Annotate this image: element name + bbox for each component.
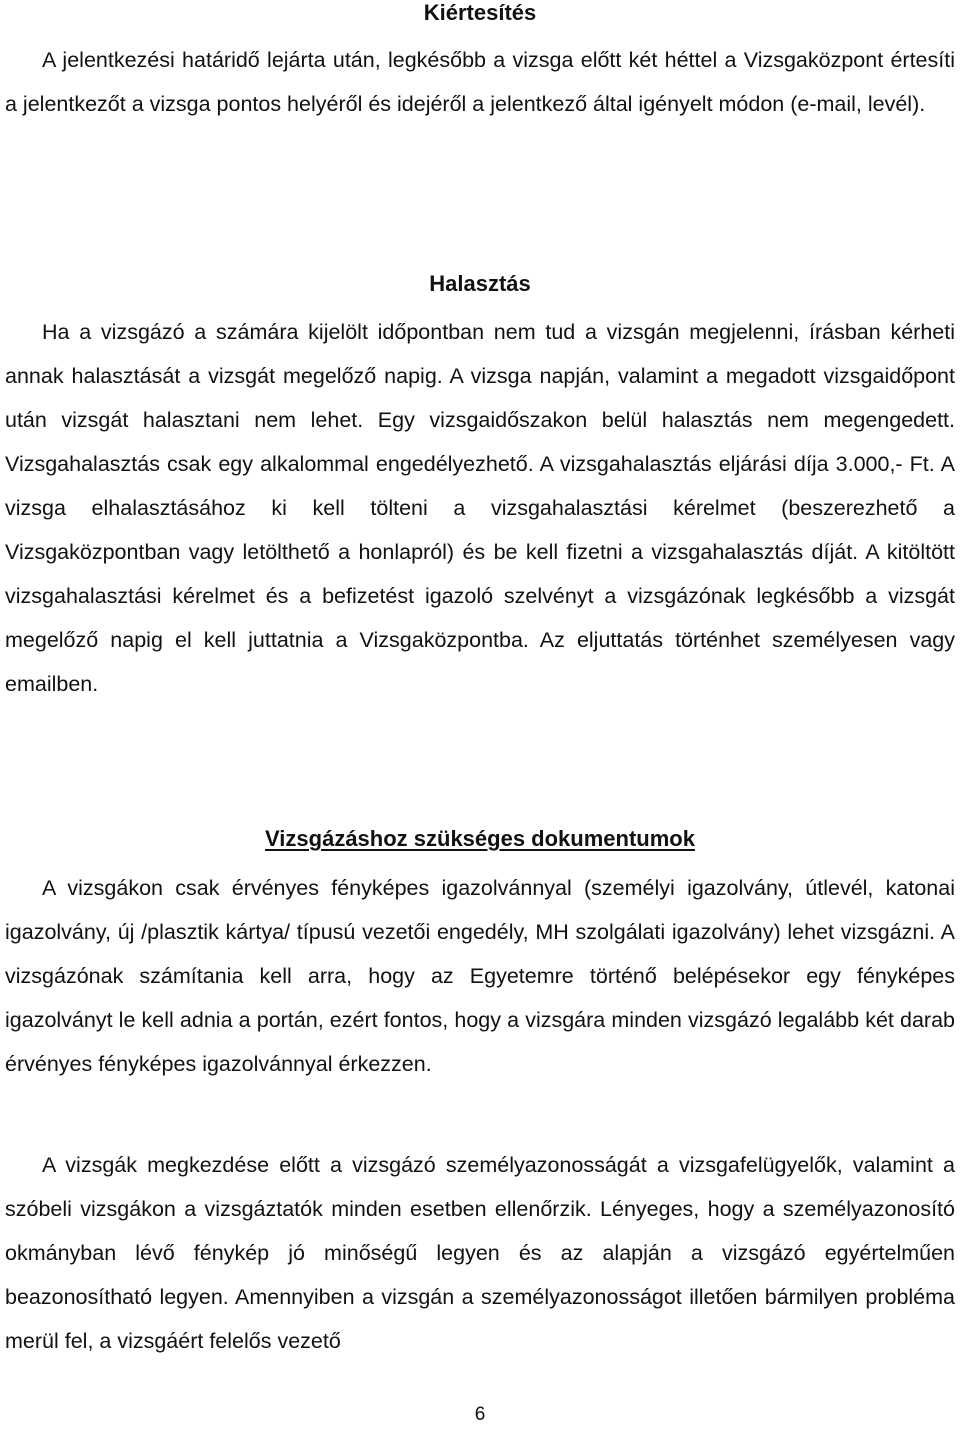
paragraph-dokumentumok-1: A vizsgákon csak érvényes fényképes igazolvánnyal (személyi igazolvány, útlevél, katonai igazolvány, új /plasztik kártya/ típusú vezetői engedély, MH szolgálati igazolvány) lehet vizsgázni. A vizsgázónak számítania kell arra, hogy az Egyetemre történő belépésekor egy fényképes igazolványt le kell adnia a portán, ezért fontos, hogy a vizsgára minden vizsgázó legalább két darab érvényes fényképes igazolvánnyal érkezzen. [5,876,955,1076]
section-title-halasztas: Halasztás [429,271,531,296]
section-title-dokumentumok-text: Vizsgázáshoz szükséges dokumentumok [265,826,695,851]
page-number: 6 [474,1404,486,1425]
paragraph-kiertesites: A jelentkezési határidő lejárta után, legkésőbb a vizsga előtt két héttel a Vizsgaközpont értesíti a jelentkezőt a vizsga pontos helyéről és idejéről a jelentkező által igényelt módon (e-mail, levél). [5,48,955,116]
section-title-kiertesites: Kiértesítés [423,0,537,25]
section-title-dokumentumok [0,826,960,852]
paragraph-halasztas: Ha a vizsgázó a számára kijelölt időpontban nem tud a vizsgán megjelenni, írásban kérheti annak halasztását a vizsgát megelőző napig. A vizsga napján, valamint a megadott vizsgaidőpont után vizsgát halasztani nem lehet. Egy vizsgaidőszakon belül halasztás nem megengedett. Vizsgahalasztás csak egy alkalommal engedélyezhető. A vizsgahalasztás eljárási díja 3.000,- Ft. A vizsga elhalasztásához ki kell tölteni a vizsgahalasztási kérelmet (beszerezhető a Vizsgaközpontban vagy letölthető a honlapról) és be kell fizetni a vizsgahalasztás díját. A kitöltött vizsgahalasztási kérelmet és a befizetést igazoló szelvényt a vizsgázónak legkésőbb a vizsgát megelőző napig el kell juttatnia a Vizsgaközpontba. Az eljuttatás történhet személyesen vagy emailben. [5,320,955,696]
paragraph-dokumentumok-2: A vizsgák megkezdése előtt a vizsgázó személyazonosságát a vizsgafelügyelők, valamint a szóbeli vizsgákon a vizsgáztatók minden esetben ellenőrzik. Lényeges, hogy a személyazonosító okmányban lévő fénykép jó minőségű legyen és az alapján a vizsgázó egyértelműen beazonosítható legyen. Amennyiben a vizsgán a személyazonosságot illetően bármilyen probléma merül fel, a vizsgáért felelős vezető [5,1153,955,1353]
